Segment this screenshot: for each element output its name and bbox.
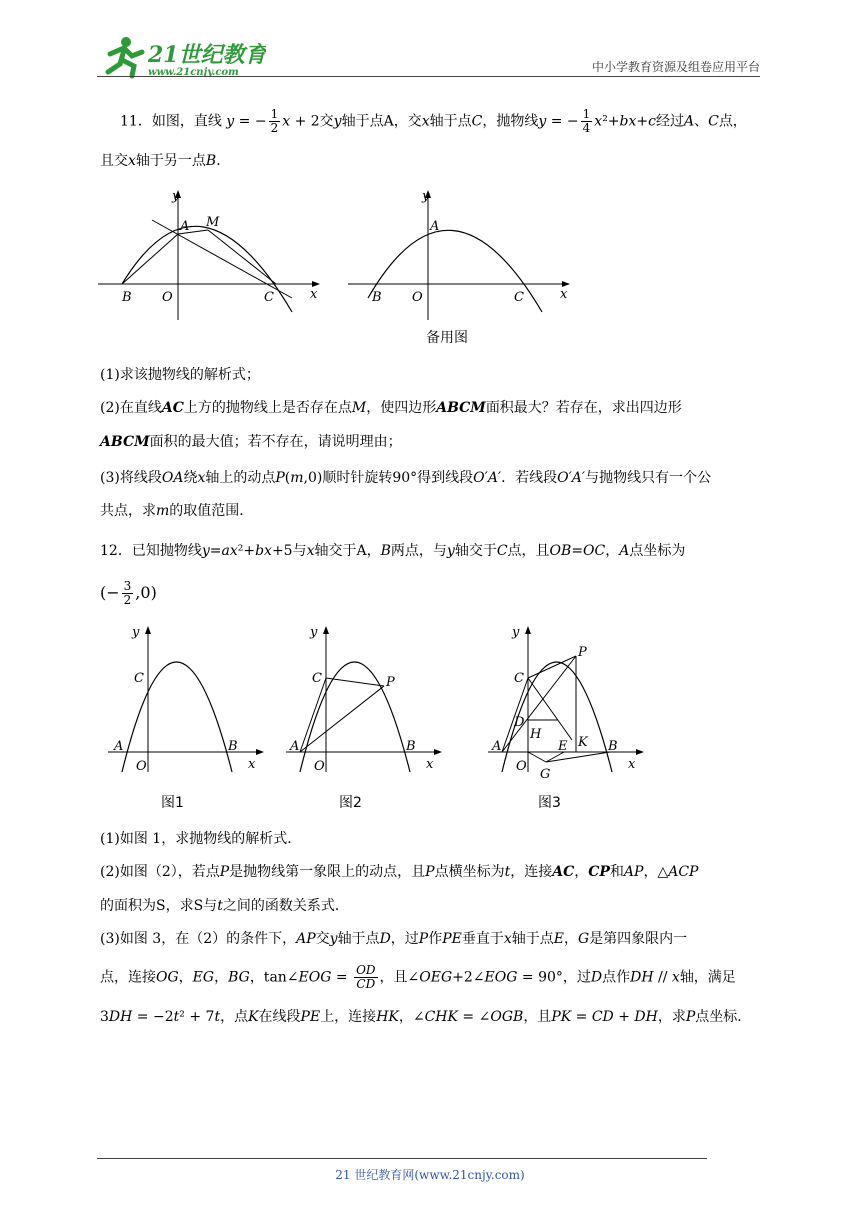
svg-text:C: C — [514, 671, 524, 686]
svg-text:B: B — [122, 290, 132, 305]
svg-text:O: O — [136, 759, 147, 774]
svg-text:B: B — [608, 739, 618, 754]
svg-text:C: C — [514, 290, 524, 305]
svg-text:y: y — [310, 625, 318, 640]
svg-text:x: x — [426, 757, 434, 772]
svg-text:x: x — [310, 287, 318, 302]
logo-text: 21世纪教育 — [148, 42, 266, 68]
q11-part2-line2: ABCM面积的最大值；若不存在，请说明理由； — [100, 434, 402, 450]
q12-part3-line2: 点，连接OG，EG，BG，tan∠EOG = $\frac{OD}{CD}$ ，且∠OEG+2∠EOG = 90°，过D点作DH // x轴，满足 — [100, 963, 736, 991]
footer-text[interactable]: 21 世纪教育网(www.21cnjy.com) — [335, 1168, 525, 1182]
q12-part1: (1)如图 1，求抛物线的解析式． — [100, 831, 302, 847]
svg-text:C: C — [312, 671, 322, 686]
q12-figure-1 — [104, 622, 274, 786]
svg-text:O: O — [516, 759, 527, 774]
q11-part2-line1: (2)在直线AC上方的抛物线上是否存在点M，使四边形ABCM面积最大？若存在，求出四边形 — [100, 400, 682, 416]
svg-text:x: x — [560, 287, 568, 302]
svg-text:C: C — [134, 671, 144, 686]
q11-line2: 且交x轴于另一点B． — [100, 153, 231, 169]
svg-text:G: G — [540, 767, 551, 782]
q12-fig3-caption: 图3 — [538, 795, 561, 811]
q12-fig1-caption: 图1 — [161, 795, 184, 811]
svg-text:P: P — [386, 675, 395, 690]
svg-text:H: H — [530, 727, 542, 742]
q11-part3-line2: 共点，求m的取值范围． — [100, 503, 254, 519]
q11-figure-backup — [346, 186, 586, 330]
header-divider — [97, 76, 760, 77]
q12-point-a-coord: (− $\frac{3}{2}$ ,0) — [100, 579, 157, 607]
q12-part3-line3: 3DH = −2t² + 7t，点K在线段PE上，连接HK，∠CHK = ∠OGB，且PK = CD + DH，求P点坐标． — [100, 1009, 752, 1025]
q11-part3-line1: (3)将线段OA绕x轴上的动点P(m,0)顺时针旋转90°得到线段O′A′．若线段O′A′与抛物线只有一个公 — [100, 470, 712, 486]
svg-text:B: B — [406, 739, 416, 754]
q12-part2-line1: (2)如图（2），若点P是抛物线第一象限上的动点，且P点横坐标为t，连接AC，CP和AP，△ACP — [100, 864, 699, 880]
footer-divider — [97, 1158, 707, 1159]
svg-text:A: A — [430, 219, 440, 234]
svg-text:K: K — [578, 735, 588, 750]
svg-text:O: O — [314, 759, 325, 774]
header-platform-text: 中小学教育资源及组卷应用平台 — [591, 60, 760, 74]
q12-part2-line2: 的面积为S，求S与t之间的函数关系式． — [100, 898, 349, 914]
svg-text:A: A — [290, 739, 300, 754]
svg-text:O: O — [412, 290, 423, 305]
svg-text:x: x — [628, 757, 636, 772]
svg-text:A: A — [114, 739, 124, 754]
q12-part3-line1: (3)如图 3，在（2）的条件下，AP交y轴于点D，过P作PE垂直于x轴于点E，G是第四象限内一 — [100, 931, 688, 947]
svg-text:A: A — [492, 739, 502, 754]
q12-line1: 12．已知抛物线y=ax²+bx+5与x轴交于A，B两点，与y轴交于C点，且OB=OC，A点坐标为 — [100, 543, 686, 559]
q11-figure-main — [96, 186, 336, 330]
site-logo — [96, 34, 266, 80]
runner-icon — [108, 37, 142, 76]
q12-fig2-caption: 图2 — [339, 795, 362, 811]
svg-text:P: P — [578, 645, 587, 660]
svg-text:A: A — [180, 219, 190, 234]
q11-part1: (1)求该抛物线的解析式； — [100, 367, 260, 383]
q12-figure-3 — [484, 622, 654, 786]
svg-text:E: E — [558, 739, 568, 754]
svg-text:y: y — [512, 625, 520, 640]
q11-line1: 11．如图，直线 y = − $\frac{1}{2}$ x + 2交y轴于点A，交x轴于点C，抛物线y = − $\frac{1}{4}$ x²+bx+c经过A、C点， — [120, 107, 747, 135]
svg-text:y: y — [172, 189, 180, 204]
svg-text:B: B — [372, 290, 382, 305]
svg-text:x: x — [248, 757, 256, 772]
svg-text:M: M — [206, 215, 220, 230]
svg-text:C: C — [264, 290, 274, 305]
svg-text:y: y — [422, 189, 430, 204]
svg-text:O: O — [162, 290, 173, 305]
svg-text:B: B — [228, 739, 238, 754]
svg-text:y: y — [132, 625, 140, 640]
q11-figure-caption: 备用图 — [426, 330, 468, 346]
logo-url: www.21cnjy.com — [148, 67, 239, 78]
svg-text:D: D — [514, 715, 525, 730]
q12-figure-2 — [282, 622, 452, 786]
